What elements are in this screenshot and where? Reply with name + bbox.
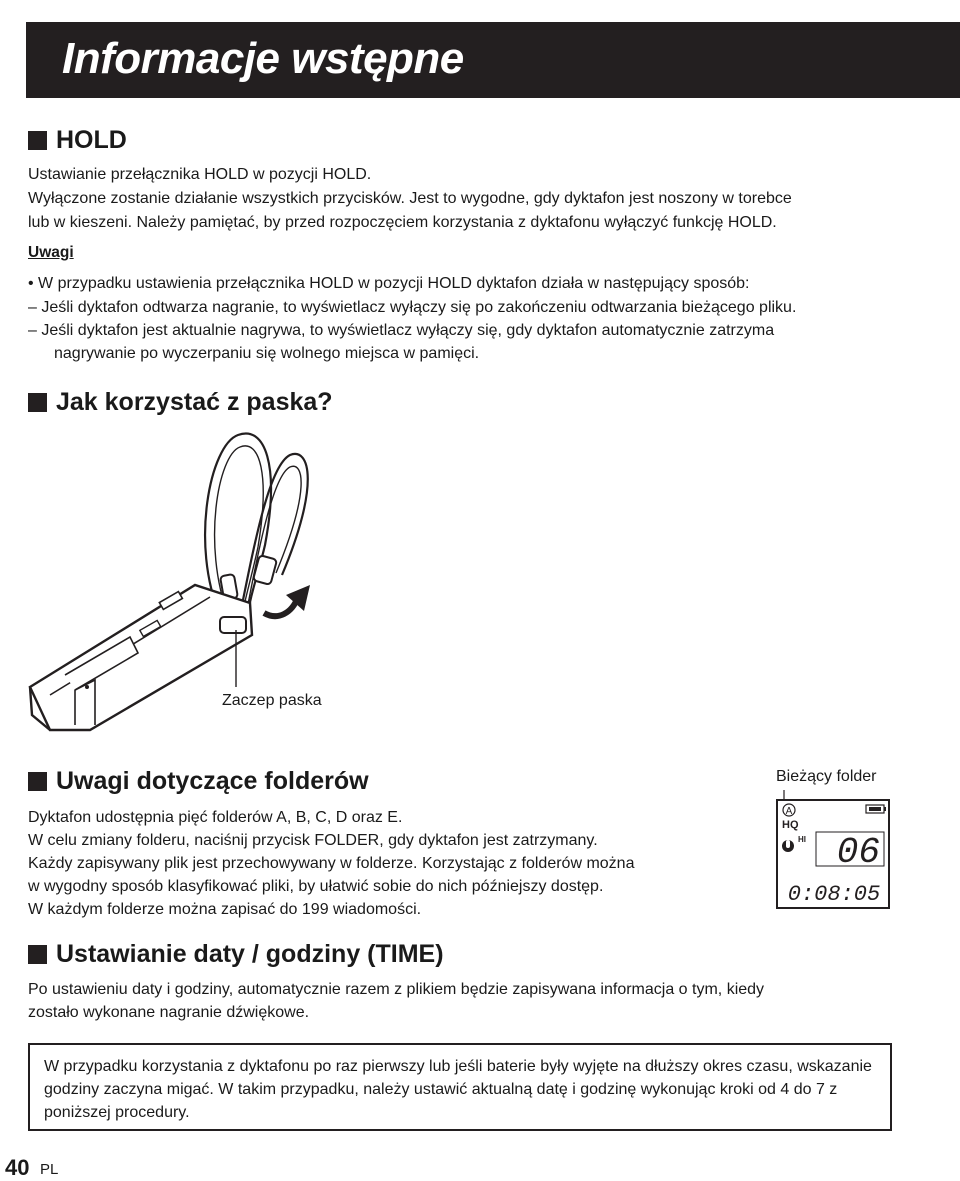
heading-square-icon <box>28 393 47 412</box>
time-info-box <box>28 1043 892 1131</box>
lcd-time: 0:08:05 <box>787 882 881 907</box>
lcd-sub: HI <box>798 835 806 844</box>
time-text: Po ustawieniu daty i godziny, automatycznie razem z plikiem będzie zapisywana informacja o tym, kiedy zostało wykonane nagranie dźwiękowe. <box>28 981 765 1021</box>
current-folder-caption: Bieżący folder <box>776 768 877 785</box>
time-heading: Ustawianie daty / godziny (TIME) <box>28 940 444 969</box>
page-number: 40 <box>5 1155 30 1180</box>
heading-square-icon <box>28 945 47 964</box>
heading-square-icon <box>28 772 47 791</box>
hold-text: Ustawianie przełącznika HOLD w pozycji HOLD. Wyłączone zostanie działanie wszystkich przycisków. Jest to wygodne, gdy dyktafon jest noszony w torebce lub w kieszeni. Należy pamiętać, by przed rozpoczęciem korzystania z dyktafonu wyłączyć funkcję HOLD. <box>28 166 792 231</box>
heading-square-icon <box>28 131 47 150</box>
title-banner <box>26 22 960 98</box>
notes-dash-1: – Jeśli dyktafon odtwarza nagranie, to wyświetlacz wyłączy się po zakończeniu odtwarzania bieżącego pliku. <box>28 299 797 316</box>
strap-heading: Jak korzystać z paska? <box>28 388 333 417</box>
notes-bullet: • W przypadku ustawienia przełącznika HOLD w pozycji HOLD dyktafon działa w następujący sposób: <box>28 275 750 292</box>
time-info-text: W przypadku korzystania z dyktafonu po raz pierwszy lub jeśli baterie były wyjęte na dłuższy okres czasu, wskazanie godziny zaczyna migać. W takim przypadku, należy ustawić aktualną datę i godzinę wykonując kroki od 4 do 7 z poniższej procedury. <box>44 1058 872 1121</box>
folders-text: Dyktafon udostępnia pięć folderów A, B, C, D oraz E. W celu zmiany folderu, naciśnij przycisk FOLDER, gdy dyktafon jest zatrzymany. Każdy zapisywany plik jest przechowywany w folderze. Korzystając z folderów można w wygodny sposób klasyfikować pliki, by ułatwić sobie do nich późniejszy dostęp. W każdym folderze można zapisać do 199 wiadomości. <box>28 809 635 918</box>
lcd-folder: A <box>785 806 793 817</box>
hold-heading: HOLD <box>28 126 127 155</box>
lcd-mode: HQ <box>782 819 799 831</box>
strap-caption: Zaczep paska <box>222 692 322 709</box>
lcd-display <box>776 790 892 912</box>
folders-heading: Uwagi dotyczące folderów <box>28 767 369 796</box>
lcd-file-number: 06 <box>836 832 880 873</box>
page-language: PL <box>40 1161 59 1178</box>
notes-dash-2: – Jeśli dyktafon jest aktualnie nagrywa, to wyświetlacz wyłączy się, gdy dyktafon automatycznie zatrzyma nagrywanie po wyczerpaniu się wolnego miejsca w pamięci. <box>28 322 775 362</box>
notes-title: Uwagi <box>28 244 74 261</box>
page-title: Informacje wstępne <box>62 34 464 83</box>
